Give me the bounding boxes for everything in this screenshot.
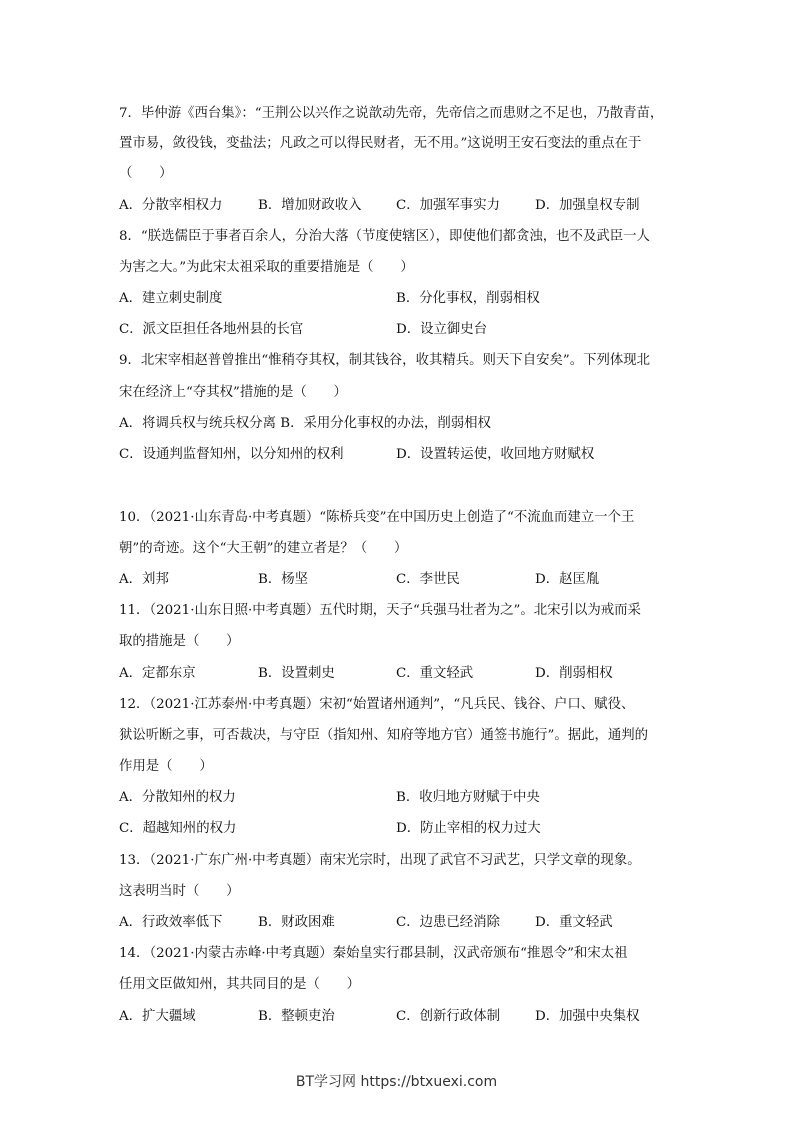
question-10-option-c: C．李世民 [396, 572, 460, 587]
question-9-line-1: 9．北宋宰相赵普曾推出“惟稍夺其权，制其钱谷，收其精兵。则天下自安矣”。下列体现北 [119, 353, 651, 368]
question-14-line-2: 任用文臣做知州，其共同目的是（ ） [119, 977, 361, 992]
question-12-option-c: C．超越知州的权力 [119, 821, 237, 836]
question-11-line-2: 取的措施是（ ） [119, 634, 240, 649]
question-8-line-1: 8．“朕选儒臣于事者百余人，分治大落（节度使辖区），即使他们都贪浊，也不及武臣一人 [119, 229, 650, 244]
question-11-option-c: C．重文轻武 [396, 666, 474, 681]
question-11-option-a: A．定都东京 [119, 666, 196, 681]
question-9-option-ab: A．将调兵权与统兵权分离 B．采用分化事权的办法，削弱相权 [119, 416, 491, 431]
question-14-option-d: D．加强中央集权 [535, 1009, 640, 1024]
question-11-option-d: D．削弱相权 [535, 666, 613, 681]
question-7-option-c: C．加强军事实力 [396, 198, 500, 213]
question-10-option-b: B．杨坚 [258, 572, 309, 587]
question-9-line-2: 宋在经济上“夺其权”措施的是（ ） [119, 385, 347, 400]
question-12-option-b: B．收归地方财赋于中央 [396, 790, 540, 805]
footer-watermark: BT学习网 https://btxuexi.com [295, 1074, 498, 1090]
question-10-option-a: A．刘邦 [119, 572, 169, 587]
question-8-option-b: B．分化事权，削弱相权 [396, 291, 540, 306]
question-12-line-1: 12．（2021·江苏泰州·中考真题）宋初“始置诸州通判”，“凡兵民、钱谷、户口、赋役、 [119, 697, 635, 712]
question-9-option-d: D．设置转运使，收回地方财赋权 [396, 447, 595, 462]
question-14-option-c: C．创新行政体制 [396, 1009, 500, 1024]
question-14-option-b: B．整顿吏治 [258, 1009, 335, 1024]
question-13-line-1: 13．（2021·广东广州·中考真题）南宋光宗时，出现了武官不习武艺，只学文章的现象。 [119, 853, 641, 868]
question-7-option-a: A．分散宰相权力 [119, 198, 223, 213]
question-7-line-3: （ ） [119, 166, 173, 181]
question-13-option-d: D．重文轻武 [535, 915, 613, 930]
question-12-option-d: D．防止宰相的权力过大 [396, 821, 541, 836]
question-13-option-a: A．行政效率低下 [119, 915, 223, 930]
question-8-option-d: D．设立御史台 [396, 322, 488, 337]
question-11-line-1: 11．（2021·山东日照·中考真题）五代时期，天子“兵强马壮者为之”。北宋引以为戒而采 [119, 603, 641, 618]
question-12-option-a: A．分散知州的权力 [119, 790, 236, 805]
question-11-option-b: B．设置刺史 [258, 666, 335, 681]
question-10-line-1: 10．（2021·山东青岛·中考真题）“陈桥兵变”在中国历史上创造了“不流血而建立一个王 [119, 510, 635, 525]
question-12-line-3: 作用是（ ） [119, 759, 213, 774]
question-10-option-d: D．赵匡胤 [535, 572, 600, 587]
question-13-line-2: 这表明当时（ ） [119, 884, 240, 899]
question-13-option-c: C．边患已经消除 [396, 915, 500, 930]
question-9-option-c: C．设通判监督知州，以分知州的权利 [119, 447, 344, 462]
question-7-option-b: B．增加财政收入 [258, 198, 362, 213]
question-8-option-a: A．建立刺史制度 [119, 291, 223, 306]
question-10-line-2: 朝”的奇迹。这个“大王朝”的建立者是？（ ） [119, 541, 408, 556]
question-14-option-a: A．扩大疆域 [119, 1009, 196, 1024]
question-7-line-2: 置市易，敛役钱，变盐法；凡政之可以得民财者，无不用。”这说明王安石变法的重点在于 [119, 136, 642, 151]
question-13-option-b: B．财政困难 [258, 915, 335, 930]
question-12-line-2: 狱讼听断之事，可否裁决，与守臣（指知州、知府等地方官）通签书施行”。据此，通判的 [119, 728, 649, 743]
question-14-line-1: 14．（2021·内蒙古赤峰·中考真题）秦始皇实行郡县制，汉武帝颁布“推恩令”和宋太祖 [119, 946, 628, 961]
question-7-option-d: D．加强皇权专制 [535, 198, 640, 213]
question-8-option-c: C．派文臣担任各地州县的长官 [119, 322, 304, 337]
question-8-line-2: 为害之大。”为此宋太祖采取的重要措施是（ ） [119, 260, 414, 275]
question-7-line-1: 7．毕仲游《西台集》：“王荆公以兴作之说歆动先帝，先帝信之而患财之不足也，乃散青苗， [119, 106, 664, 121]
